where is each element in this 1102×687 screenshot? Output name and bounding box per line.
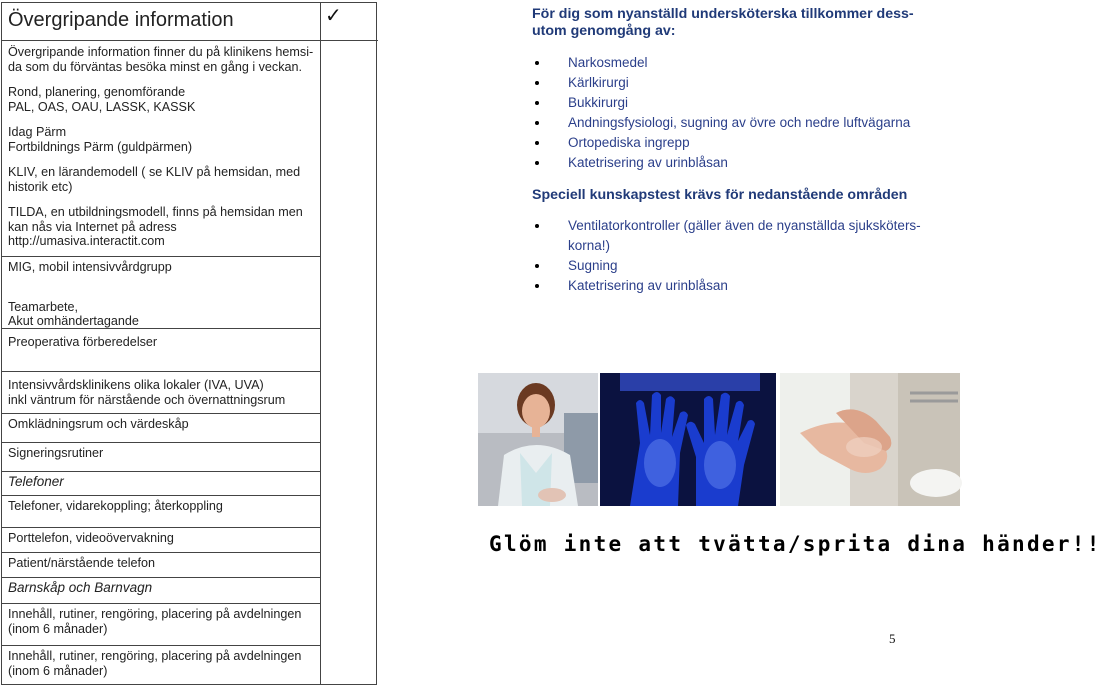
list-item: Ortopediska ingrepp xyxy=(532,133,952,153)
right-column xyxy=(532,6,952,296)
checklist-row xyxy=(2,256,320,328)
row-text: KLIV, en lärandemodell ( se KLIV på hemsidan, med xyxy=(8,165,301,179)
row-text: (inom 6 månader) xyxy=(8,663,108,678)
checkmark-icon: ✓ xyxy=(325,3,342,27)
list-item: Ventilatorkontroller (gäller även de nyanställda sjuksköters- xyxy=(532,216,952,236)
list-item: Bukkirurgi xyxy=(532,93,952,113)
row-text: (inom 6 månader) xyxy=(8,621,108,636)
list-item: Narkosmedel xyxy=(532,53,952,73)
checklist-row xyxy=(2,328,320,371)
list-item: Sugning xyxy=(532,256,952,276)
row-text: Patient/närstående telefon xyxy=(8,556,156,570)
checklist-row xyxy=(2,413,320,442)
checklist-row xyxy=(2,471,320,495)
checklist-title: Övergripande information xyxy=(8,9,234,31)
row-text: inkl väntrum för närstående och övernattningsrum xyxy=(8,392,286,407)
intro-heading-line2: utom genomgång av: xyxy=(532,22,676,39)
row-text: historik etc) xyxy=(8,179,73,194)
row-text: kan nås via Internet på adress xyxy=(8,219,177,234)
row-text: Signeringsrutiner xyxy=(8,446,104,460)
list-item: Katetrisering av urinblåsan xyxy=(532,153,952,173)
row-text: Porttelefon, videoövervakning xyxy=(8,531,174,545)
checklist-row xyxy=(2,40,320,258)
uv-hands-photo xyxy=(600,373,776,506)
row-text: Teamarbete, xyxy=(8,299,79,314)
checklist-table xyxy=(1,2,377,685)
checklist-row xyxy=(2,442,320,471)
page-number: 5 xyxy=(889,631,896,646)
checklist-row xyxy=(2,495,320,527)
knowledge-test-heading: Speciell kunskapstest krävs för nedanstående områden xyxy=(532,187,908,203)
row-text: Övergripande information finner du på klinikens hemsi- xyxy=(8,45,314,59)
section-heading: Barnskåp och Barnvagn xyxy=(8,580,153,595)
row-text: Telefoner, vidarekoppling; återkoppling xyxy=(8,499,223,513)
row-text: http://umasiva.interactit.com xyxy=(8,234,165,248)
row-text: Omklädningsrum och värdeskåp xyxy=(8,417,189,431)
checklist-row xyxy=(2,371,320,413)
row-text: Intensivvårdsklinikens olika lokaler (IVA, UVA) xyxy=(8,378,264,392)
row-text: PAL, OAS, OAU, LASSK, KASSK xyxy=(8,99,196,114)
hand-washing-photo xyxy=(780,373,960,506)
row-text: TILDA, en utbildningsmodell, finns på hemsidan men xyxy=(8,205,303,219)
row-text: Innehåll, rutiner, rengöring, placering på avdelningen xyxy=(8,607,302,621)
intro-heading-line1: För dig som nyanställd undersköterska tillkommer dess- xyxy=(532,6,914,22)
row-text: Rond, planering, genomförande xyxy=(8,85,186,99)
hand-hygiene-slogan: Glöm inte att tvätta/sprita dina händer!! xyxy=(489,532,1102,556)
list-item: Kärlkirurgi xyxy=(532,73,952,93)
checklist-row xyxy=(2,527,320,552)
checklist-title-row xyxy=(2,3,320,40)
checklist-row xyxy=(2,577,320,603)
row-text: Fortbildnings Pärm (guldpärmen) xyxy=(8,139,193,154)
checklist-row xyxy=(2,552,320,577)
list-item: Katetrisering av urinblåsan xyxy=(532,276,952,296)
section-heading: Telefoner xyxy=(8,474,64,489)
row-text: da som du förväntas besöka minst en gång i veckan. xyxy=(8,59,303,74)
nurse-photo xyxy=(478,373,598,506)
hand-hygiene-photos xyxy=(478,373,960,506)
checklist-row xyxy=(2,603,320,645)
check-column xyxy=(320,3,321,684)
row-text: Preoperativa förberedelser xyxy=(8,335,158,349)
row-text: MIG, mobil intensivvårdgrupp xyxy=(8,260,172,274)
row-text: Idag Pärm xyxy=(8,125,67,139)
checklist-row xyxy=(2,645,320,684)
topic-list xyxy=(532,53,952,173)
test-list xyxy=(532,216,952,296)
list-item-continuation: korna!) xyxy=(568,237,611,253)
list-item: Andningsfysiologi, sugning av övre och nedre luftvägarna xyxy=(532,113,952,133)
row-text: Akut omhändertagande xyxy=(8,314,139,328)
row-text: Innehåll, rutiner, rengöring, placering på avdelningen xyxy=(8,649,302,663)
